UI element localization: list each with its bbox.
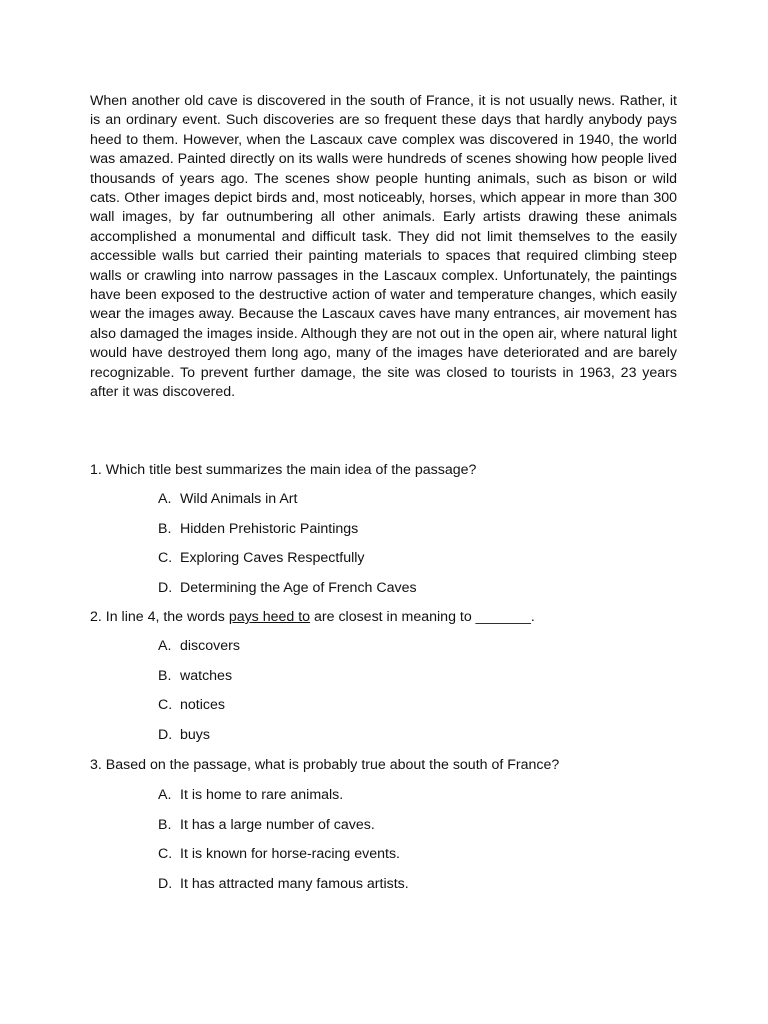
question-2-option-b	[158, 667, 678, 697]
question-1-option-c	[158, 549, 678, 579]
question-2-underlined-phrase: pays heed to	[228, 609, 311, 625]
option-letter: B.	[158, 667, 172, 684]
option-letter: D.	[158, 726, 173, 743]
option-text: Determining the Age of French Caves	[180, 579, 417, 596]
question-3-options	[158, 786, 678, 904]
option-text: buys	[180, 726, 210, 743]
option-letter: C.	[158, 550, 173, 567]
question-2-text-after: are closest in meaning to _______.	[310, 609, 535, 625]
question-1-options	[158, 490, 678, 608]
option-letter: A.	[158, 491, 172, 507]
question-3-option-c	[158, 845, 678, 875]
option-text: Wild Animals in Art	[180, 491, 298, 507]
reading-passage: When another old cave is discovered in the south of France, it is not usually news. Rather, it is an ordinary event. Such discoveries are so frequent these days that hardly anybody pays heed to them. However, when the Lascaux cave complex was discovered in 1940, the world was amazed. Painted directly on its walls were hundreds of scenes showing how people lived thousands of years ago. The scenes show people hunting animals, such as bison or wild cats. Other images depict birds and, most noticeably, horses, which appear in more than 300 wall images, by far outnumbering all other animals. Early artists drawing these animals accomplished a monumental and difficult task. They did not limit themselves to the easily accessible walls but carried their painting materials to spaces that required climbing steep walls or crawling into narrow passages in the Lascaux complex. Unfortunately, the paintings have been exposed to the destructive action of water and temperature changes, which easily wear the images away. Because the Lascaux caves have many entrances, air movement has also damaged the images inside. Although they are not out in the open air, where natural light would have destroyed them long ago, many of the images have deteriorated and are barely recognizable. To prevent further damage, the site was closed to tourists in 1963, 23 years after it was discovered.	[90, 93, 677, 401]
option-text: It is known for horse-racing events.	[180, 846, 401, 863]
question-2	[90, 608, 690, 627]
question-2-option-c	[158, 696, 678, 726]
option-text: Hidden Prehistoric Paintings	[180, 520, 359, 537]
option-text: It has attracted many famous artists.	[180, 875, 409, 892]
option-text: watches	[180, 667, 233, 684]
option-letter: D.	[158, 579, 173, 596]
option-text: discovers	[180, 638, 240, 654]
option-letter: A.	[158, 787, 172, 803]
question-2-option-d	[158, 726, 678, 756]
question-3-option-b	[158, 816, 678, 846]
question-1-option-a	[158, 490, 678, 520]
option-letter: A.	[158, 638, 172, 654]
option-letter: B.	[158, 520, 172, 537]
question-2-option-a	[158, 637, 678, 667]
option-text: Exploring Caves Respectfully	[180, 550, 365, 567]
option-letter: C.	[158, 846, 173, 863]
question-3-option-a	[158, 786, 678, 816]
question-3: 3. Based on the passage, what is probably true about the south of France?	[90, 757, 560, 773]
option-text: It is home to rare animals.	[180, 787, 344, 803]
option-letter: B.	[158, 816, 172, 833]
question-1: 1. Which title best summarizes the main idea of the passage?	[90, 462, 477, 478]
option-letter: C.	[158, 697, 173, 714]
question-1-option-d	[158, 579, 678, 609]
option-text: It has a large number of caves.	[180, 816, 375, 833]
question-2-text-before: 2. In line 4, the words	[90, 609, 229, 625]
option-letter: D.	[158, 875, 173, 892]
question-3-option-d	[158, 875, 678, 905]
option-text: notices	[180, 697, 225, 714]
question-2-options	[158, 637, 678, 755]
question-1-option-b	[158, 520, 678, 550]
